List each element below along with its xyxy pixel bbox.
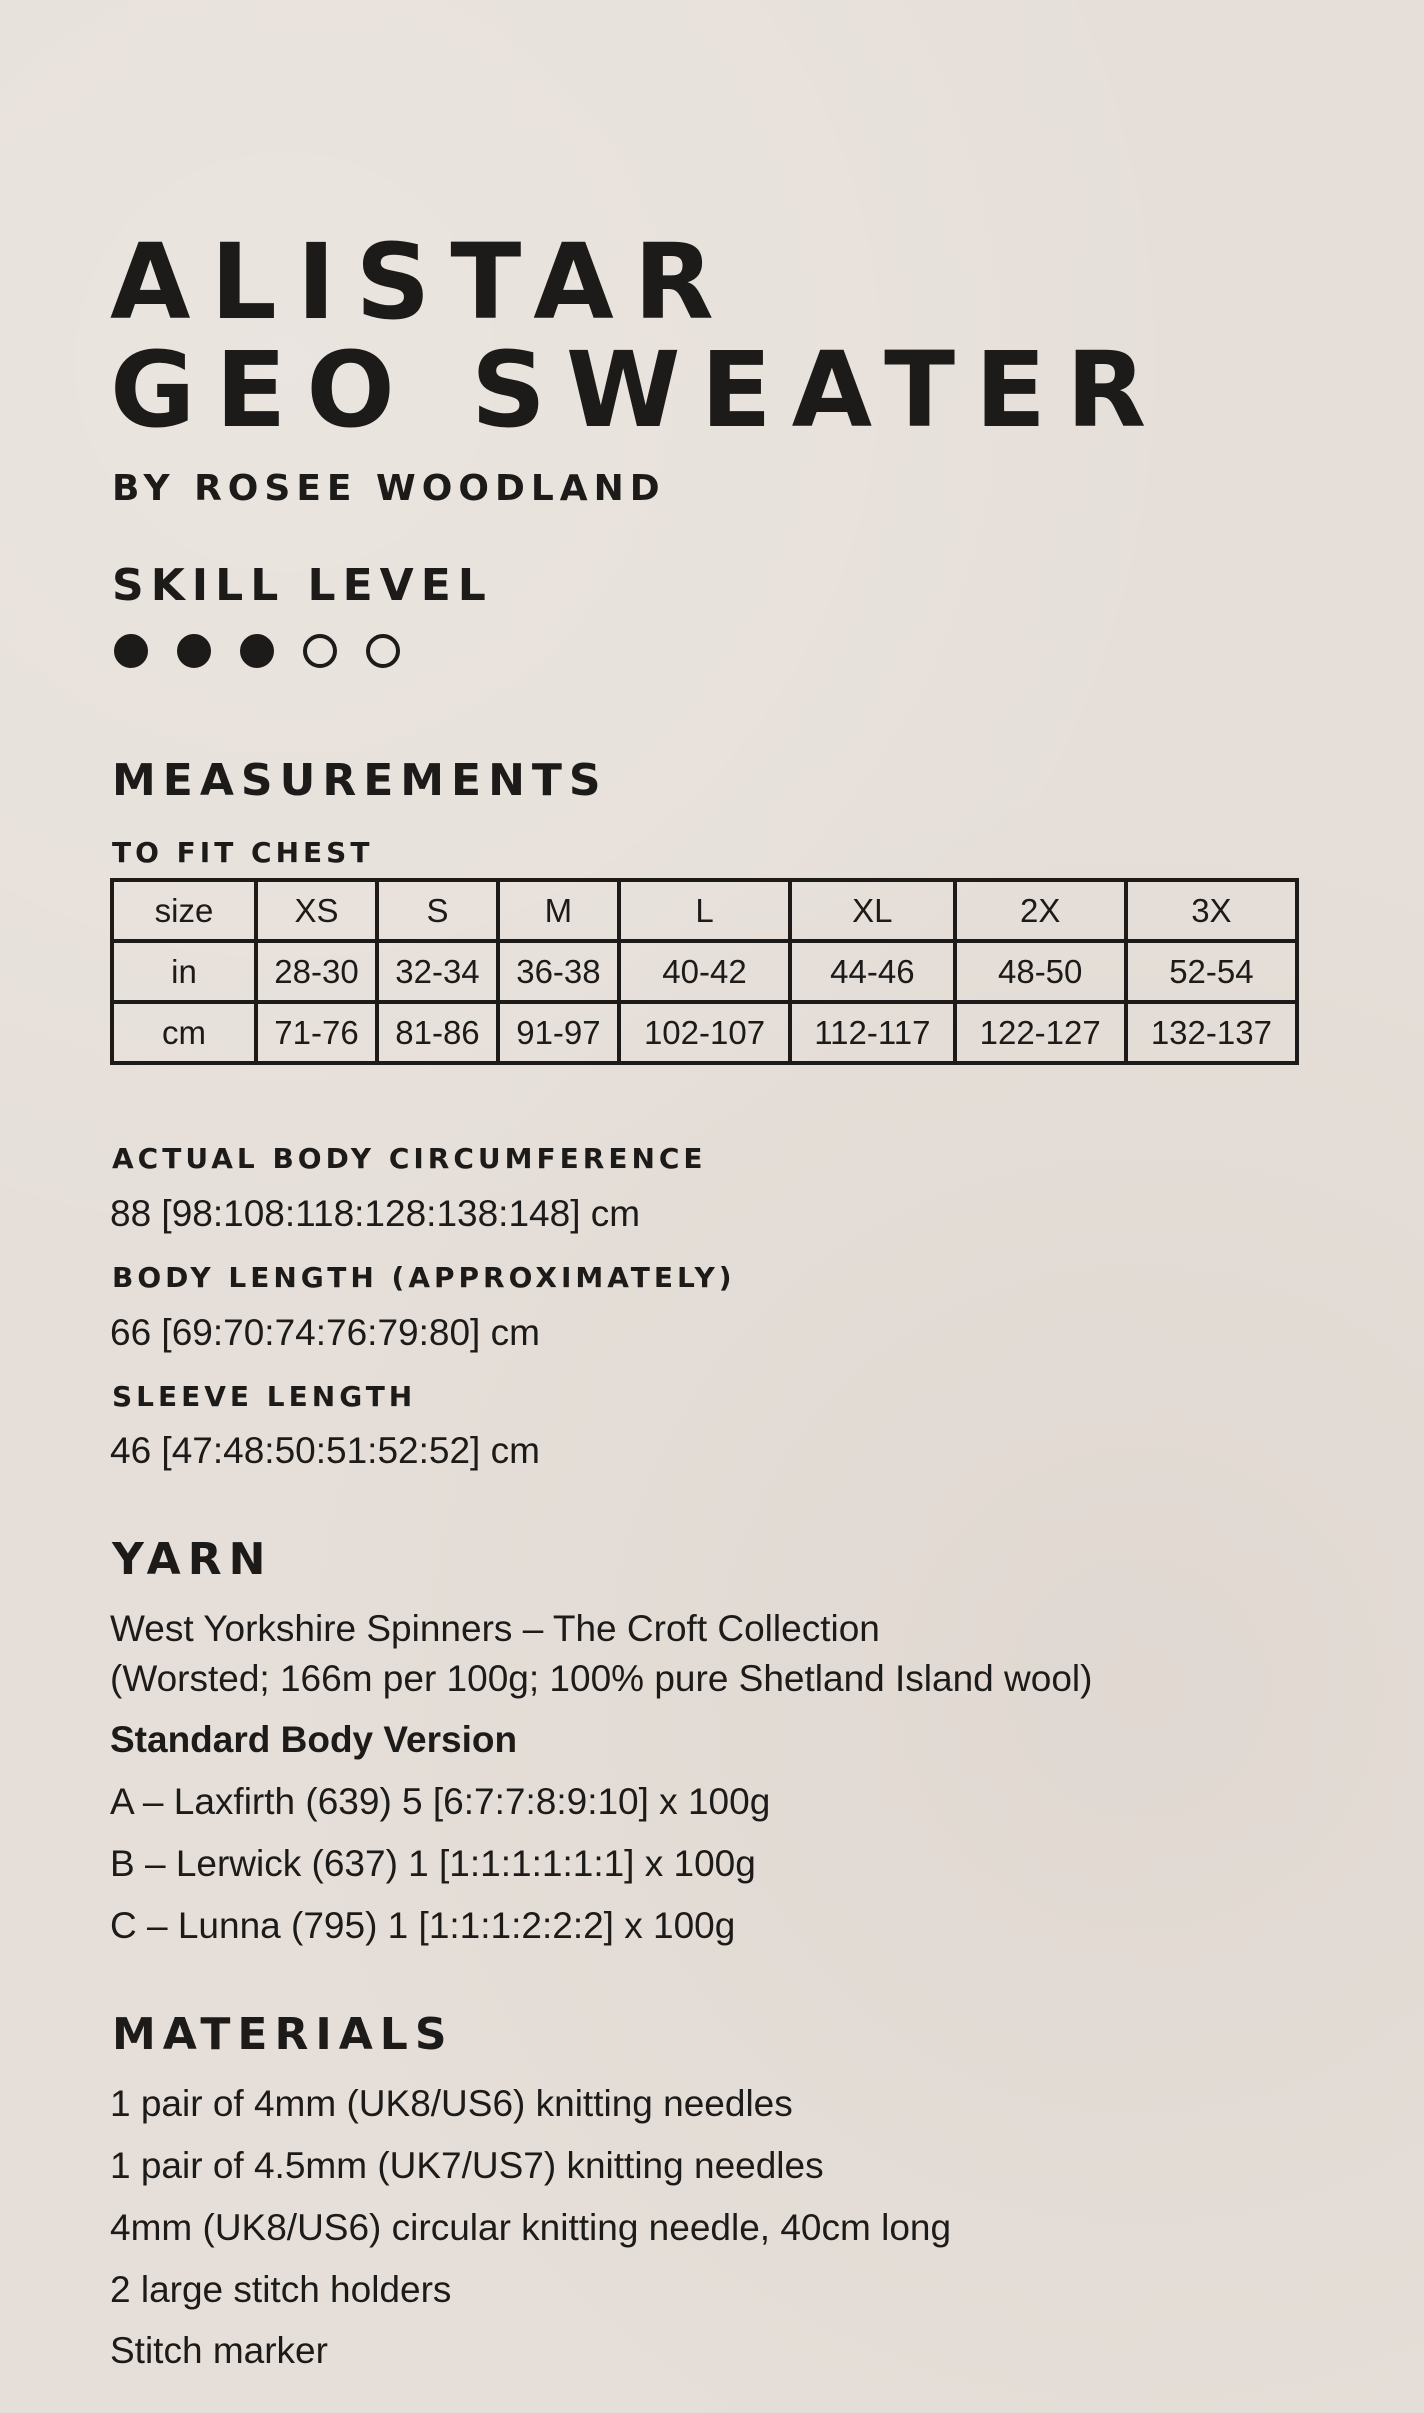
materials-heading: MATERIALS bbox=[112, 2009, 454, 2060]
table-cell: 112-117 bbox=[790, 1002, 955, 1063]
measurements-heading: MEASUREMENTS bbox=[112, 755, 608, 806]
table-cell: 3X bbox=[1126, 880, 1297, 941]
skill-level-rating bbox=[114, 634, 400, 668]
table-cell: 2X bbox=[955, 880, 1126, 941]
actual-body-label: ACTUAL BODY CIRCUMFERENCE bbox=[112, 1142, 707, 1175]
yarn-line-2: (Worsted; 166m per 100g; 100% pure Shetland Island wool) bbox=[110, 1658, 1093, 1699]
table-row bbox=[112, 1002, 1297, 1063]
table-cell: 102-107 bbox=[619, 1002, 790, 1063]
table-cell: 71-76 bbox=[256, 1002, 377, 1063]
table-cell: XS bbox=[256, 880, 377, 941]
table-cell: 44-46 bbox=[790, 941, 955, 1002]
row-label: size bbox=[112, 880, 256, 941]
table-cell: 32-34 bbox=[377, 941, 498, 1002]
designer-byline: BY ROSEE WOODLAND bbox=[112, 468, 666, 509]
table-cell: 48-50 bbox=[955, 941, 1126, 1002]
table-cell: XL bbox=[790, 880, 955, 941]
materials-item-1: 1 pair of 4mm (UK8/US6) knitting needles bbox=[110, 2083, 793, 2124]
skill-dot-5 bbox=[366, 634, 400, 668]
actual-body-value: 88 [98:108:118:128:138:148] cm bbox=[110, 1193, 641, 1234]
table-cell: 52-54 bbox=[1126, 941, 1297, 1002]
materials-item-5: Stitch marker bbox=[110, 2330, 328, 2371]
skill-dot-2 bbox=[177, 634, 211, 668]
standard-body-version-label: Standard Body Version bbox=[110, 1719, 518, 1760]
yarn-colour-a: A – Laxfirth (639) 5 [6:7:7:8:9:10] x 100g bbox=[110, 1781, 771, 1822]
yarn-heading: YARN bbox=[112, 1534, 273, 1585]
skill-level-heading: SKILL LEVEL bbox=[112, 560, 493, 611]
row-label: cm bbox=[112, 1002, 256, 1063]
table-cell: 91-97 bbox=[498, 1002, 619, 1063]
row-label: in bbox=[112, 941, 256, 1002]
skill-dot-3 bbox=[240, 634, 274, 668]
body-length-label: BODY LENGTH (APPROXIMATELY) bbox=[112, 1261, 736, 1294]
body-length-value: 66 [69:70:74:76:79:80] cm bbox=[110, 1312, 540, 1353]
table-cell: S bbox=[377, 880, 498, 941]
table-cell: 81-86 bbox=[377, 1002, 498, 1063]
table-cell: 28-30 bbox=[256, 941, 377, 1002]
table-cell: 132-137 bbox=[1126, 1002, 1297, 1063]
title-line-2: GEO SWEATER bbox=[110, 329, 1167, 451]
sleeve-length-value: 46 [47:48:50:51:52:52] cm bbox=[110, 1430, 540, 1471]
materials-item-3: 4mm (UK8/US6) circular knitting needle, 40cm long bbox=[110, 2207, 952, 2248]
table-cell: 36-38 bbox=[498, 941, 619, 1002]
materials-item-4: 2 large stitch holders bbox=[110, 2269, 452, 2310]
skill-dot-4 bbox=[303, 634, 337, 668]
yarn-line-1: West Yorkshire Spinners – The Croft Collection bbox=[110, 1608, 880, 1649]
skill-dot-1 bbox=[114, 634, 148, 668]
pattern-title bbox=[110, 221, 1167, 451]
size-table bbox=[110, 878, 1299, 1065]
materials-item-2: 1 pair of 4.5mm (UK7/US7) knitting needles bbox=[110, 2145, 824, 2186]
table-cell: 122-127 bbox=[955, 1002, 1126, 1063]
table-row bbox=[112, 941, 1297, 1002]
to-fit-chest-label: TO FIT CHEST bbox=[112, 836, 374, 869]
yarn-colour-b: B – Lerwick (637) 1 [1:1:1:1:1:1] x 100g bbox=[110, 1843, 756, 1884]
title-line-1: ALISTAR bbox=[110, 221, 734, 343]
table-cell: L bbox=[619, 880, 790, 941]
table-cell: M bbox=[498, 880, 619, 941]
table-row bbox=[112, 880, 1297, 941]
yarn-colour-c: C – Lunna (795) 1 [1:1:1:2:2:2] x 100g bbox=[110, 1905, 736, 1946]
sleeve-length-label: SLEEVE LENGTH bbox=[112, 1380, 417, 1413]
table-cell: 40-42 bbox=[619, 941, 790, 1002]
